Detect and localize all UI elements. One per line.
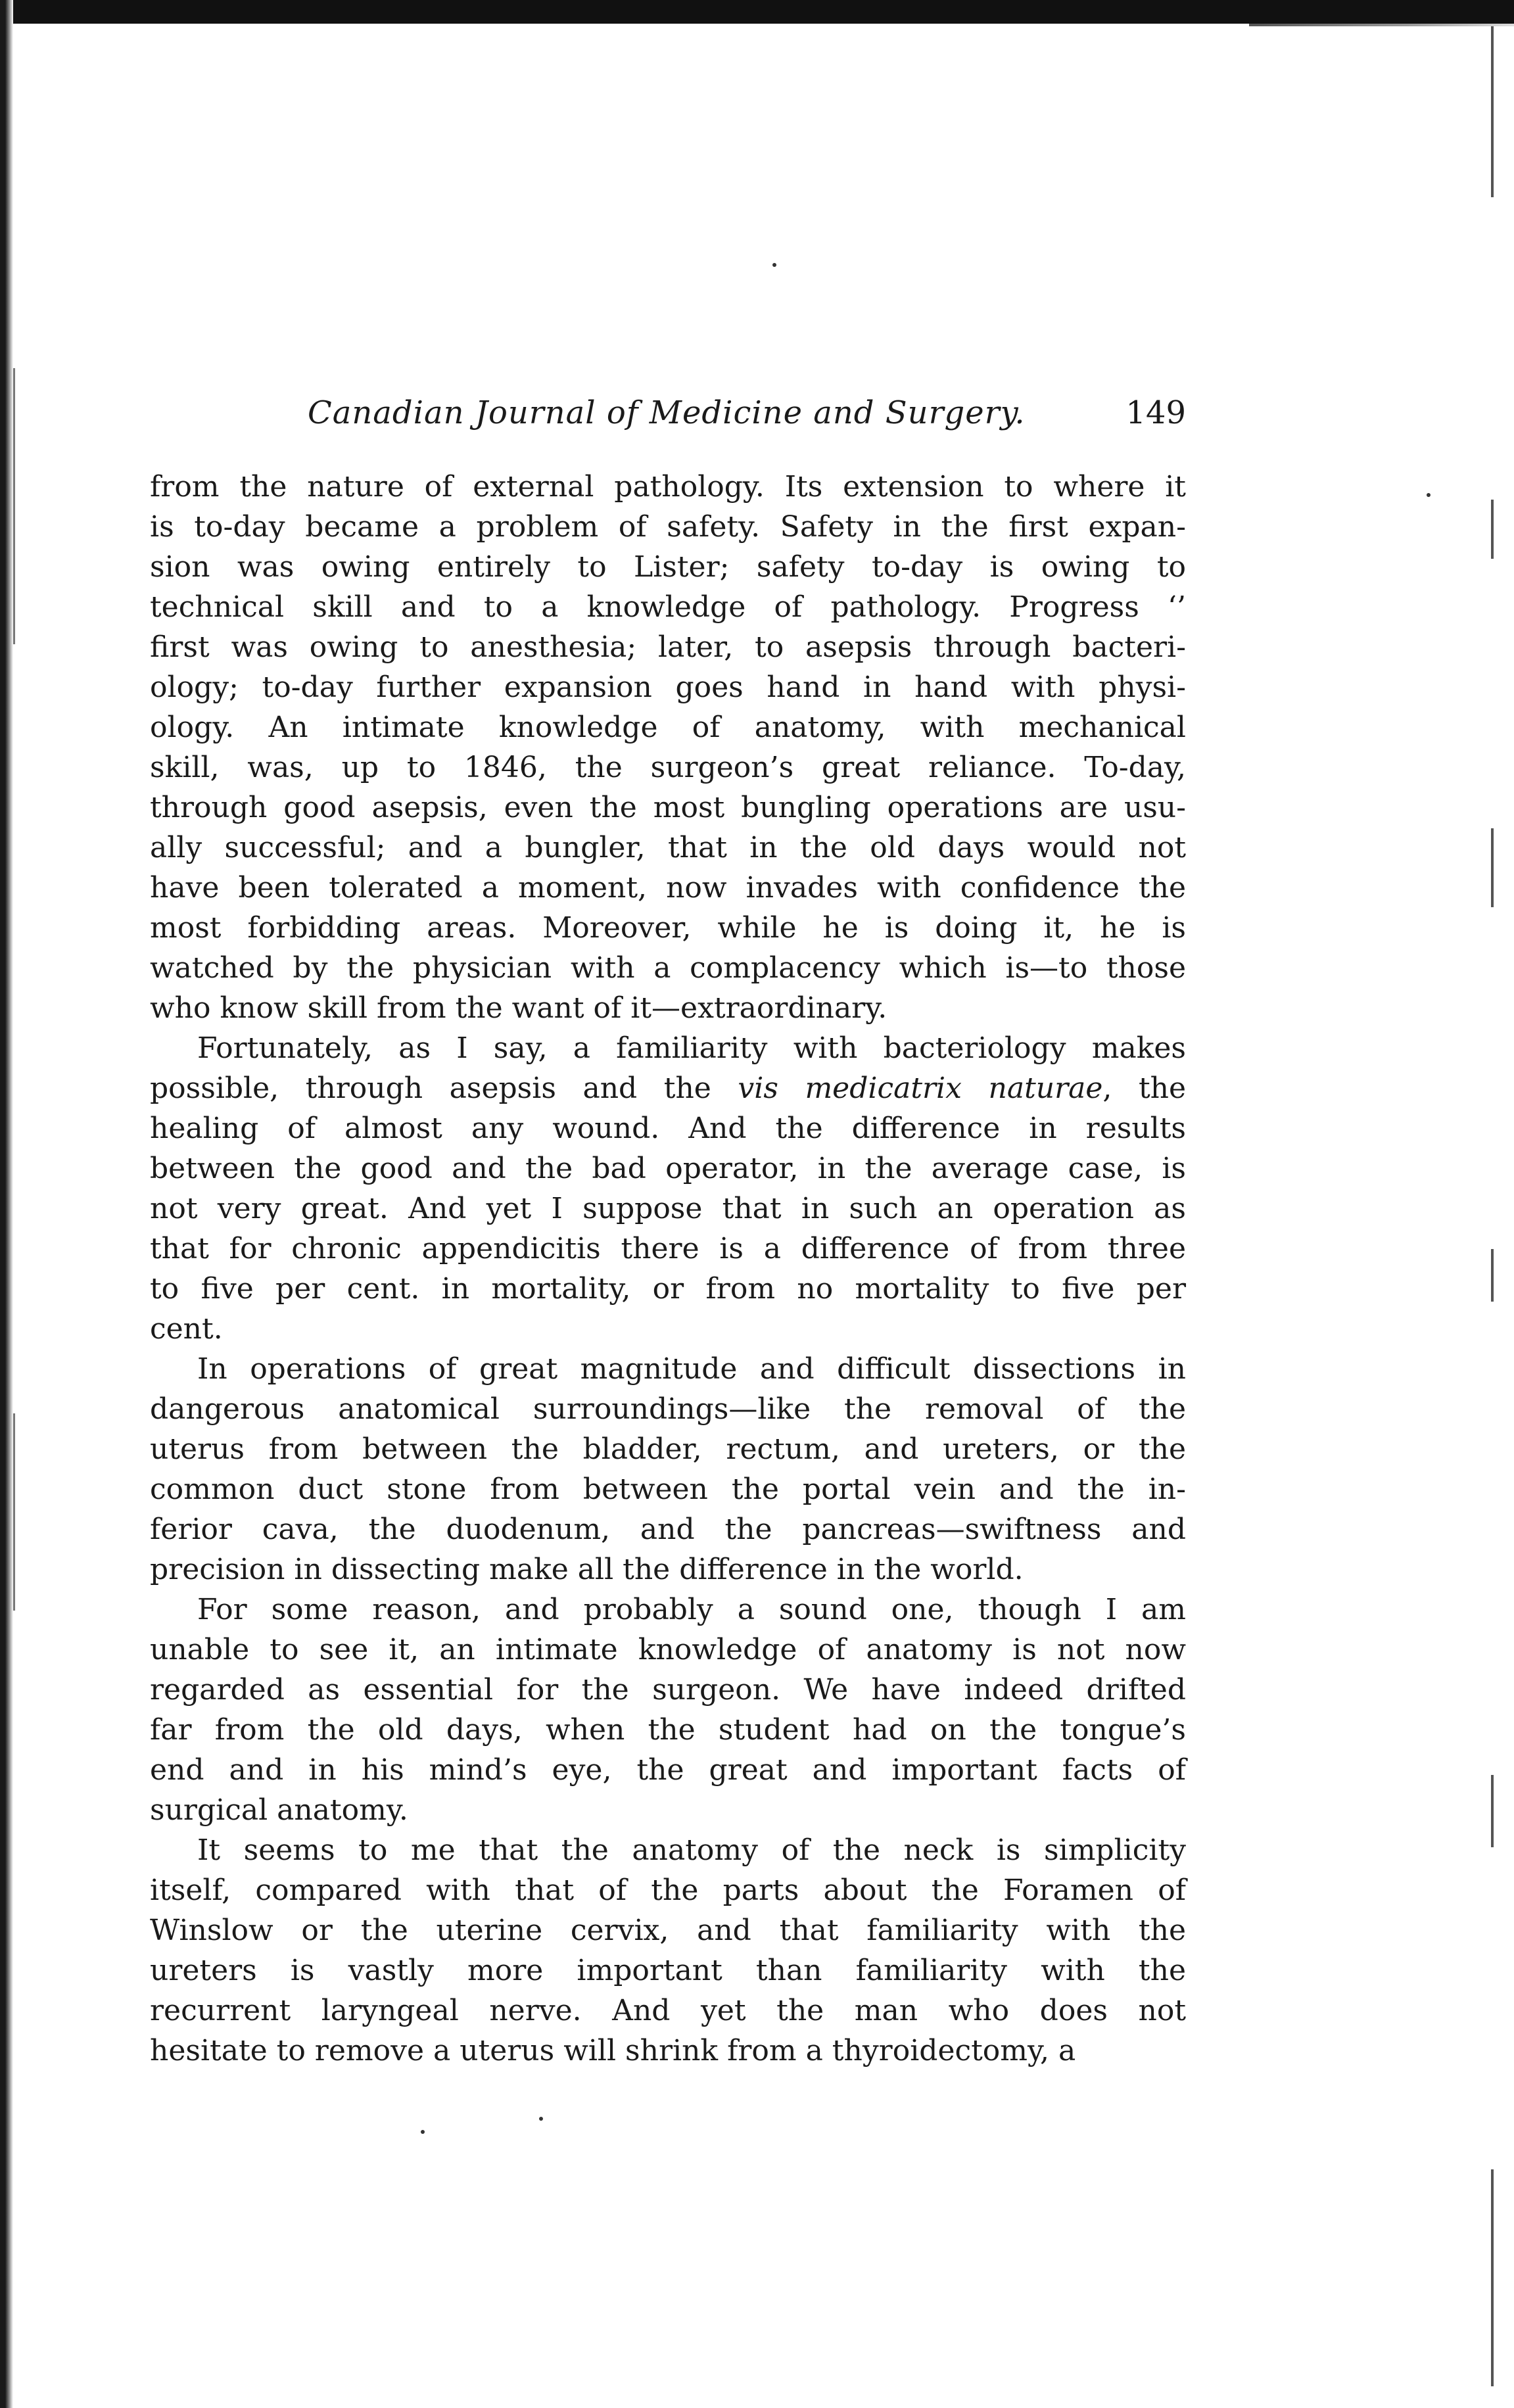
book-page xyxy=(150,394,1186,2071)
text-line: Fortunately, as I say, a familiarity with bacteriology makes xyxy=(197,1031,1186,1065)
scan-edge-speck xyxy=(1491,1249,1494,1302)
text-line: most forbidding areas. Moreover, while he is doing it, he is xyxy=(150,911,1186,945)
text-line: hesitate to remove a uterus will shrink from a thyroidectomy, a xyxy=(150,2034,1076,2067)
text-line: Winslow or the uterine cervix, and that familiarity with the xyxy=(150,1914,1186,1947)
text-line: precision in dissecting make all the difference in the world. xyxy=(150,1553,1024,1586)
paragraph xyxy=(150,1349,1186,1590)
running-head xyxy=(150,394,1186,454)
text-line: It seems to me that the anatomy of the neck is simplicity xyxy=(197,1833,1186,1867)
paragraph xyxy=(150,467,1186,1028)
scan-dust-dot xyxy=(772,263,776,267)
text-line: have been tolerated a moment, now invades with confidence the xyxy=(150,871,1186,905)
text-line: who know skill from the want of it—extraordinary. xyxy=(150,991,887,1025)
journal-title: Canadian Journal of Medicine and Surgery. xyxy=(308,394,1026,431)
text-line: possible, through asepsis and the vis medicatrix naturae, the xyxy=(150,1072,1187,1105)
text-line: watched by the physician with a complacency which is—to those xyxy=(150,951,1186,985)
text-line: not very great. And yet I suppose that in such an operation as xyxy=(150,1192,1186,1225)
text-line: In operations of great magnitude and difficult dissections in xyxy=(197,1352,1186,1386)
text-line: far from the old days, when the student had on the tongue’s xyxy=(150,1713,1186,1747)
text-line: ally successful; and a bungler, that in the old days would not xyxy=(150,831,1186,864)
text-line: ology. An intimate knowledge of anatomy, with mechanical xyxy=(150,711,1186,744)
scan-dust-dot xyxy=(421,2130,425,2134)
paragraph xyxy=(150,1028,1186,1349)
scan-edge-speck xyxy=(1491,2169,1494,2386)
text-line: between the good and the bad operator, in the average case, is xyxy=(150,1152,1186,1185)
scan-dust-dot xyxy=(539,2117,543,2121)
text-line: ferior cava, the duodenum, and the pancreas—swiftness and xyxy=(150,1513,1186,1546)
text-line: common duct stone from between the portal vein and the in- xyxy=(150,1473,1186,1506)
text-line: For some reason, and probably a sound one, though I am xyxy=(197,1593,1186,1626)
scan-edge-speck xyxy=(1491,500,1494,559)
scan-left-border xyxy=(0,0,13,2408)
page-number: 149 xyxy=(1125,394,1186,431)
scan-dust-dot xyxy=(1427,493,1431,497)
text-line: unable to see it, an intimate knowledge of anatomy is not now xyxy=(150,1633,1186,1666)
text-line: healing of almost any wound. And the difference in results xyxy=(150,1112,1186,1145)
text-line: to five per cent. in mortality, or from no mortality to five per xyxy=(150,1272,1186,1306)
text-line: sion was owing entirely to Lister; safety to-day is owing to xyxy=(150,550,1186,584)
text-line: dangerous anatomical surroundings—like the removal of the xyxy=(150,1392,1186,1426)
scan-edge-speck xyxy=(1491,26,1494,197)
text-line: ureters is vastly more important than familiarity with the xyxy=(150,1954,1186,1987)
text-line: cent. xyxy=(150,1312,223,1346)
text-line: skill, was, up to 1846, the surgeon’s great reliance. To-day, xyxy=(150,751,1186,784)
scan-top-border xyxy=(0,0,1514,24)
text-line: uterus from between the bladder, rectum, and ureters, or the xyxy=(150,1432,1186,1466)
scan-edge-speck xyxy=(13,368,15,644)
text-line: regarded as essential for the surgeon. We have indeed drifted xyxy=(150,1673,1186,1707)
text-line: technical skill and to a knowledge of pathology. Progress ‘’ xyxy=(150,590,1186,624)
text-line: recurrent laryngeal nerve. And yet the man who does not xyxy=(150,1994,1186,2027)
text-line: from the nature of external pathology. Its extension to where it xyxy=(150,470,1186,504)
text-line: that for chronic appendicitis there is a difference of from three xyxy=(150,1232,1186,1265)
scan-edge-speck xyxy=(1491,1775,1494,1847)
body-text xyxy=(150,467,1186,2071)
scan-edge-speck xyxy=(1491,828,1494,907)
text-line: is to-day became a problem of safety. Safety in the first expan- xyxy=(150,510,1186,544)
text-line: first was owing to anesthesia; later, to asepsis through bacteri- xyxy=(150,630,1186,664)
paragraph xyxy=(150,1830,1186,2071)
scan-edge-speck xyxy=(13,1413,15,1611)
text-line: itself, compared with that of the parts about the Foramen of xyxy=(150,1874,1186,1907)
latin-phrase: vis medicatrix naturae xyxy=(738,1072,1103,1105)
text-line: ology; to-day further expansion goes hand in hand with physi- xyxy=(150,671,1186,704)
text-line: surgical anatomy. xyxy=(150,1793,408,1827)
text-line: through good asepsis, even the most bungling operations are usu- xyxy=(150,791,1186,824)
scan-top-border-fade xyxy=(1249,24,1514,26)
text-line: end and in his mind’s eye, the great and important facts of xyxy=(150,1753,1186,1787)
paragraph xyxy=(150,1590,1186,1830)
